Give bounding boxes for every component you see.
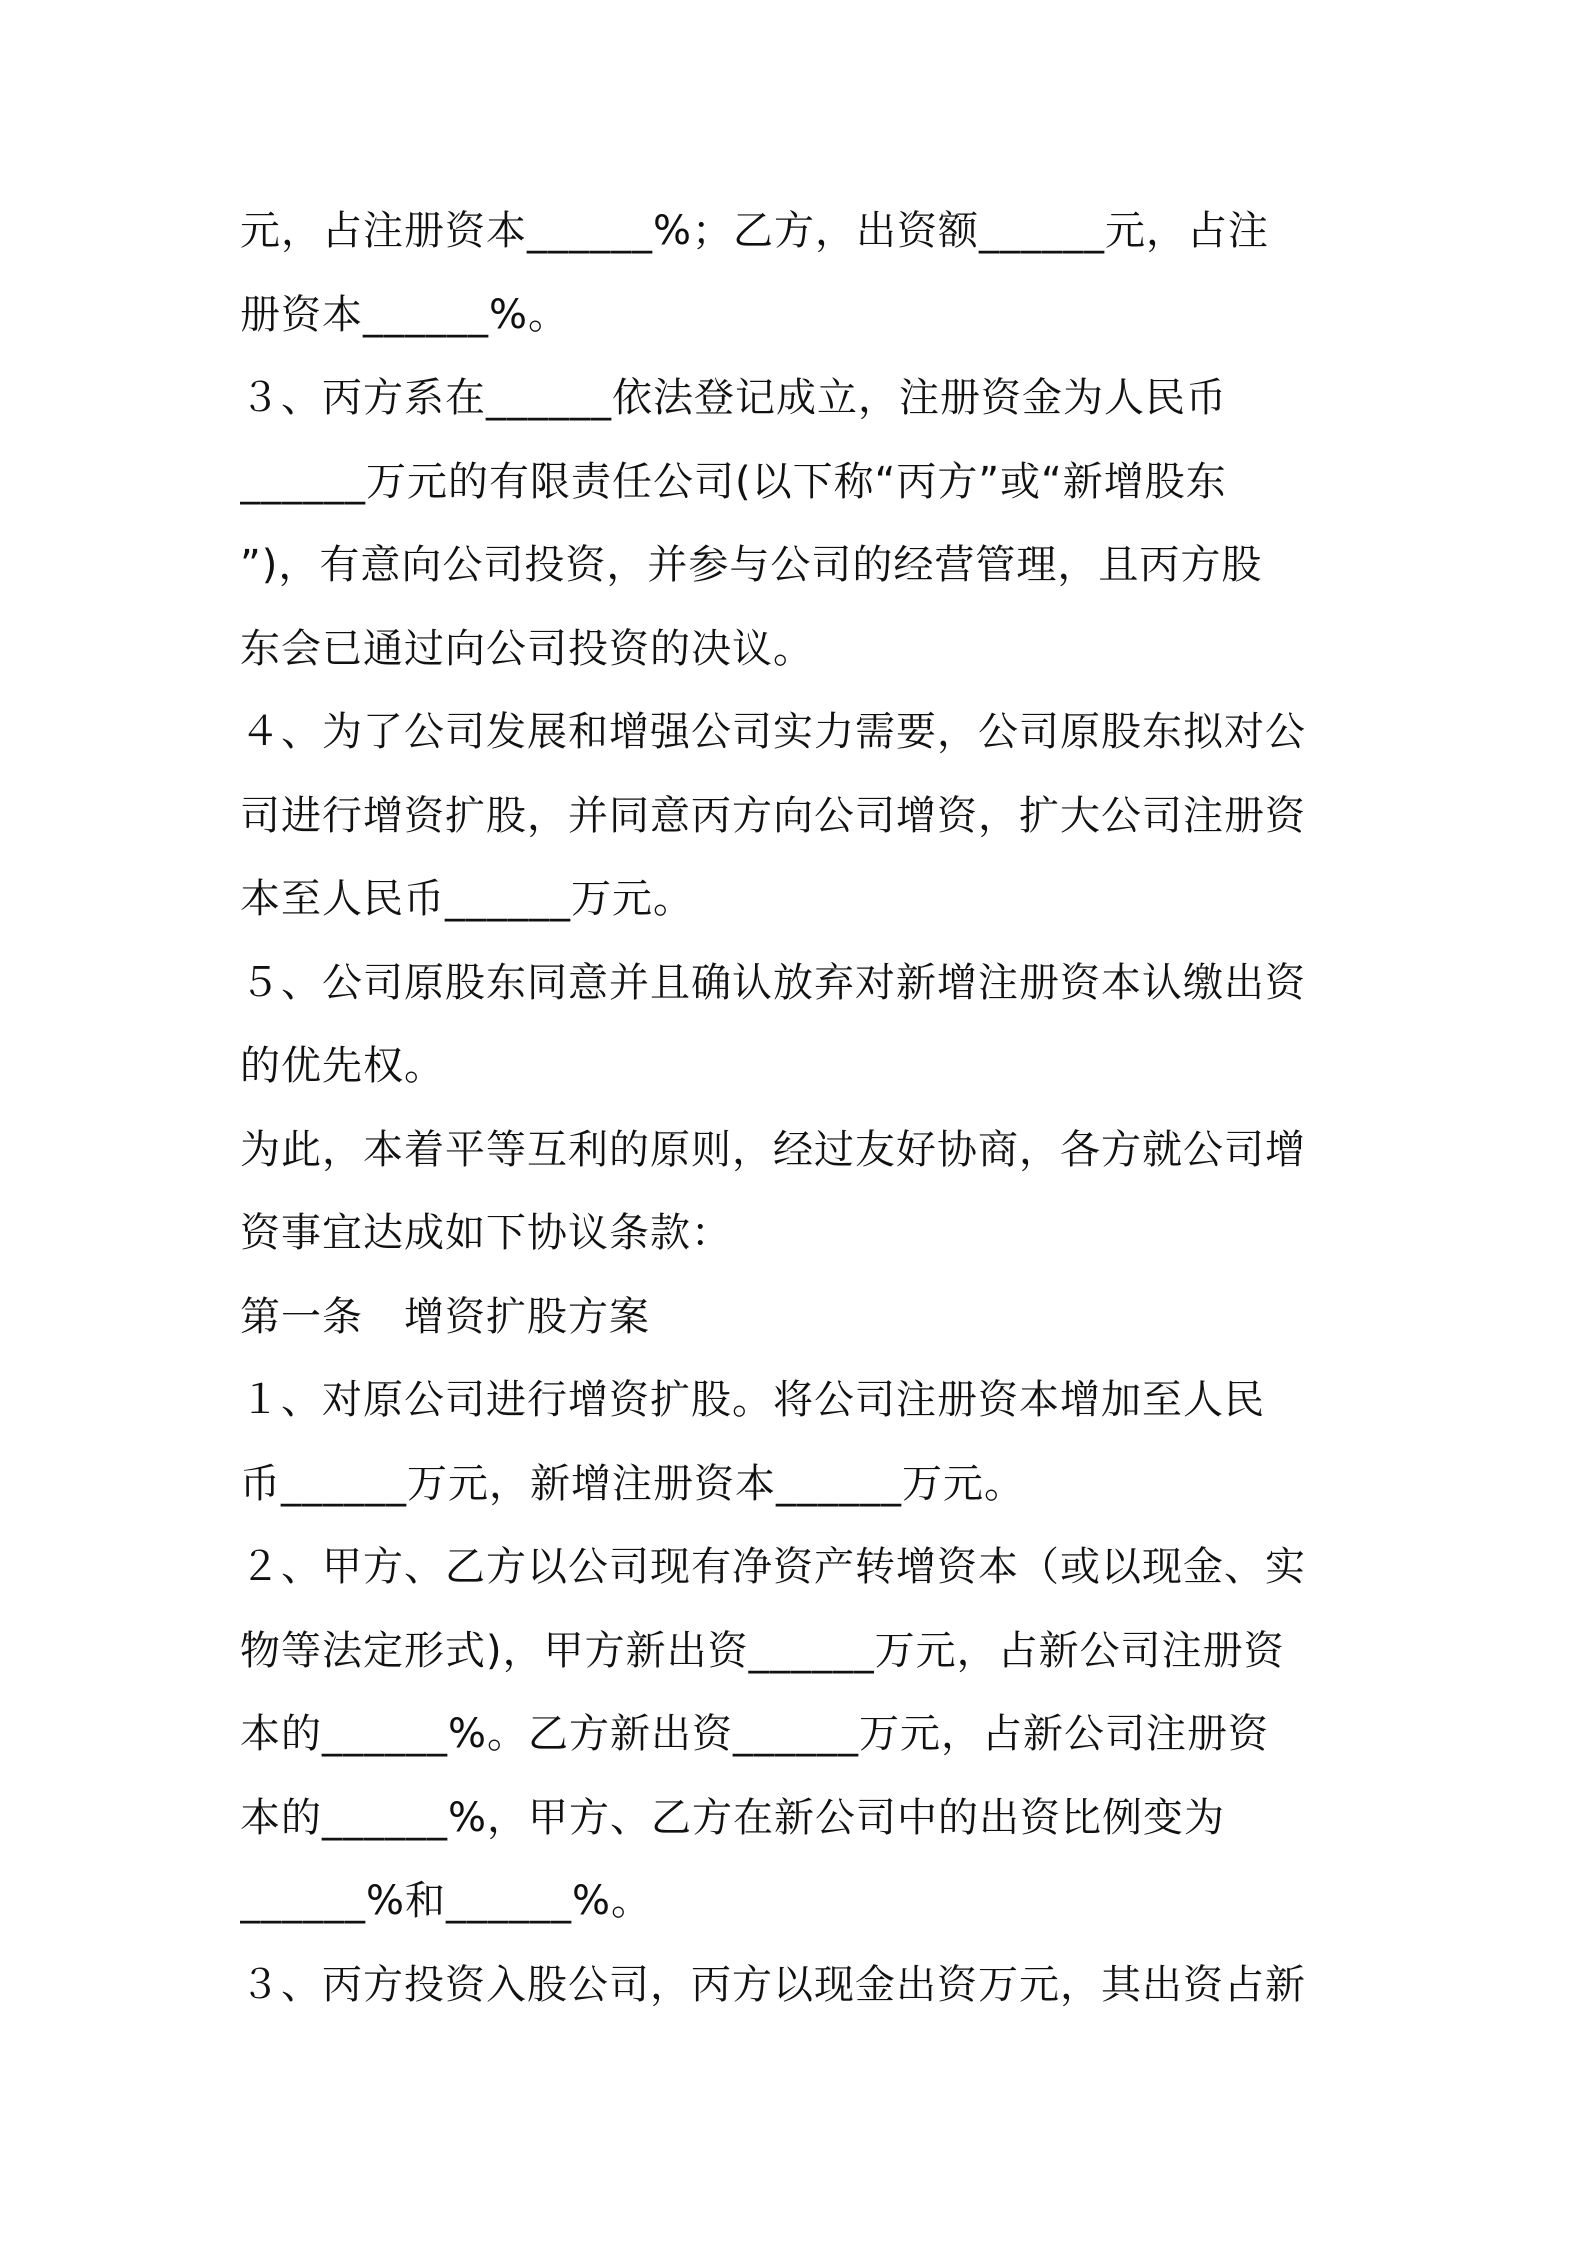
text-line: ５、公司原股东同意并且确认放弃对新增注册资本认缴出资 xyxy=(240,959,1306,1006)
text-line: 的优先权。 xyxy=(240,1043,445,1089)
text-line: 币______万元，新增注册资本______万元。 xyxy=(240,1460,1025,1507)
text-line: 本的______%，甲方、乙方在新公司中的出资比例变为 xyxy=(240,1794,1226,1841)
text-line: 为此，本着平等互利的原则，经过友好协商，各方就公司增 xyxy=(240,1126,1306,1173)
text-line: ”)，有意向公司投资，并参与公司的经营管理，且丙方股 xyxy=(240,542,1263,588)
text-line: 物等法定形式)，甲方新出资______万元，占新公司注册资 xyxy=(240,1627,1285,1674)
text-line: ２、甲方、乙方以公司现有净资产转增资本（或以现金、实 xyxy=(240,1544,1306,1590)
text-line: ______%和______%。 xyxy=(240,1878,653,1924)
text-line: １、对原公司进行增资扩股。将公司注册资本增加至人民 xyxy=(240,1377,1265,1423)
text-line: 司进行增资扩股，并同意丙方向公司增资，扩大公司注册资 xyxy=(240,792,1306,839)
text-line: 册资本______%。 xyxy=(240,291,570,338)
document-body xyxy=(240,190,1360,2027)
text-line: ３、丙方投资入股公司，丙方以现金出资万元，其出资占新 xyxy=(240,1961,1306,2008)
text-line: ３、丙方系在______依法登记成立，注册资金为人民币 xyxy=(240,375,1227,421)
text-line: ______万元的有限责任公司(以下称“丙方”或“新增股东 xyxy=(240,458,1227,505)
text-line: 本至人民币______万元。 xyxy=(240,876,694,922)
text-line: 资事宜达成如下协议条款： xyxy=(240,1210,732,1256)
text-line: 东会已通过向公司投资的决议。 xyxy=(240,625,814,672)
text-line: 元，占注册资本______%；乙方，出资额______元，占注 xyxy=(240,208,1270,254)
text-line: 本的______%。乙方新出资______万元，占新公司注册资 xyxy=(240,1711,1270,1757)
section-heading: 第一条 增资扩股方案 xyxy=(240,1293,650,1340)
text-line: ４、为了公司发展和增强公司实力需要，公司原股东拟对公 xyxy=(240,709,1306,755)
